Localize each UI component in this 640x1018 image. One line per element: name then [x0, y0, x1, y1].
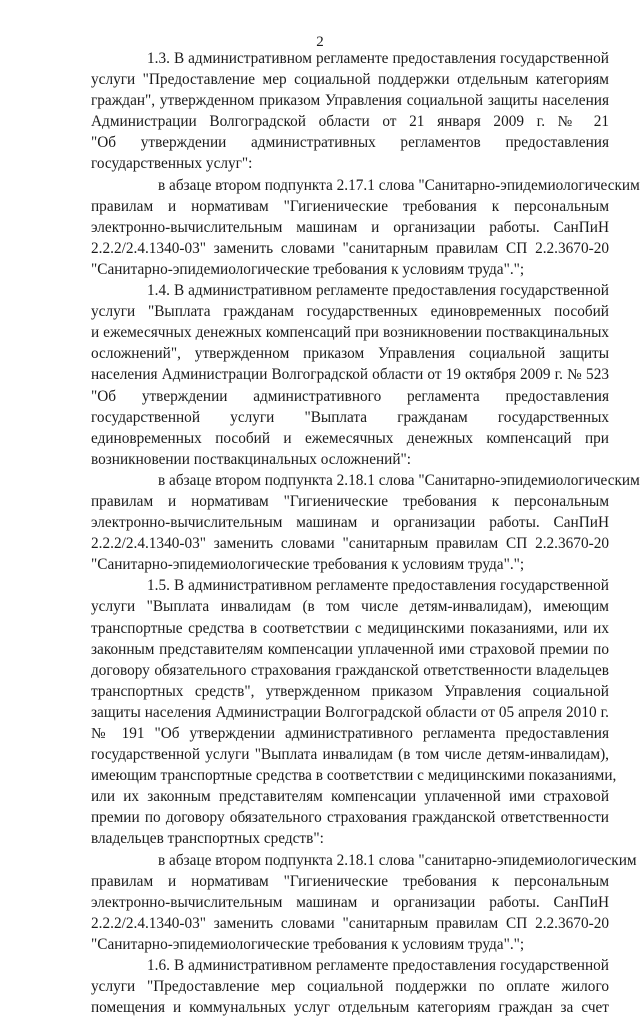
text-line: государственных услуг":: [91, 155, 253, 173]
text-line: правилам и нормативам "Гигиенические требования к персональным: [91, 872, 609, 890]
text-line: электронно-вычислительным машинам и организации работы. СанПиН: [91, 893, 609, 911]
text-line: государственной услуги "Выплата инвалидам (в том числе детям-инвалидам),: [91, 746, 609, 764]
text-line: в абзаце втором подпункта 2.18.1 слова "санитарно-эпидемиологическим: [158, 851, 637, 869]
text-line: правилам и нормативам "Гигиенические требования к персональным: [91, 492, 609, 510]
text-line: Администрации Волгоградской области от 21 января 2009 г. № 21: [91, 113, 609, 131]
text-line: транспортные средства в соответствии с медицинскими показаниями, или их: [91, 619, 609, 637]
text-line: услуги "Выплата инвалидам (в том числе детям-инвалидам), имеющим: [91, 598, 609, 616]
text-line: правилам и нормативам "Гигиенические требования к персональным: [91, 197, 609, 215]
page-number: 2: [316, 34, 324, 50]
text-line: "Об утверждении административных регламентов предоставления: [91, 134, 609, 152]
text-line: услуги "Предоставление мер социальной поддержки отдельным категориям: [91, 71, 609, 89]
text-line: 2.2.2/2.4.1340-03" заменить словами "санитарным правилам СП 2.2.3670-20: [91, 914, 609, 932]
text-line: единовременных пособий и ежемесячных денежных компенсаций при: [91, 429, 609, 447]
text-line: "Санитарно-эпидемиологические требования к условиям труда".";: [91, 935, 525, 953]
text-line: электронно-вычислительным машинам и организации работы. СанПиН: [91, 218, 609, 236]
text-line: осложнений", утвержденном приказом Управления социальной защиты: [91, 345, 609, 363]
text-line: 1.3. В административном регламенте предоставления государственной: [147, 50, 609, 67]
text-line: 2.2.2/2.4.1340-03" заменить словами "санитарным правилам СП 2.2.3670-20: [91, 535, 609, 553]
text-line: граждан", утвержденном приказом Управления социальной защиты населения: [91, 92, 609, 110]
text-line: в абзаце втором подпункта 2.18.1 слова "Санитарно-эпидемиологическим: [158, 471, 640, 489]
text-line: договору обязательного страхования гражданской ответственности владельцев: [91, 661, 609, 679]
text-line: 1.6. В административном регламенте предоставления государственной: [147, 957, 609, 975]
text-line: или их законным представителям компенсации уплаченной ими страховой: [91, 788, 609, 806]
text-line: помещения и коммунальных услуг отдельным категориям граждан за счет: [91, 999, 609, 1017]
text-line: возникновении поствакцинальных осложнений":: [91, 450, 412, 468]
text-line: "Санитарно-эпидемиологические требования к условиям труда".";: [91, 260, 525, 278]
text-line: транспортных средств", утвержденном приказом Управления социальной: [91, 682, 609, 700]
text-line: в абзаце втором подпункта 2.17.1 слова "Санитарно-эпидемиологическим: [158, 176, 640, 194]
document-body: [91, 48, 640, 1018]
text-line: владельцев транспортных средств":: [91, 830, 324, 848]
text-line: 1.4. В административном регламенте предоставления государственной: [147, 282, 609, 300]
text-line: "Об утверждении административного регламента предоставления: [91, 387, 609, 405]
text-line: услуги "Предоставление мер социальной поддержки по оплате жилого: [91, 978, 609, 996]
text-line: населения Администрации Волгоградской области от 19 октября 2009 г. № 523: [91, 366, 609, 384]
text-line: законным представителям компенсации уплаченной ими страховой премии по: [91, 640, 609, 658]
text-line: защиты населения Администрации Волгоградской области от 05 апреля 2010 г.: [91, 703, 609, 721]
text-line: "Санитарно-эпидемиологические требования к условиям труда".";: [91, 556, 525, 574]
text-line: услуги "Выплата гражданам государственных единовременных пособий: [91, 303, 609, 321]
text-line: 1.5. В административном регламенте предоставления государственной: [147, 577, 609, 595]
text-line: премии по договору обязательного страхования гражданской ответственности: [91, 809, 609, 827]
text-line: имеющим транспортные средства в соответствии с медицинскими показаниями,: [91, 767, 617, 785]
text-line: 2.2.2/2.4.1340-03" заменить словами "санитарным правилам СП 2.2.3670-20: [91, 239, 609, 257]
text-line: электронно-вычислительным машинам и организации работы. СанПиН: [91, 514, 609, 532]
text-line: и ежемесячных денежных компенсаций при возникновении поствакцинальных: [91, 324, 609, 342]
text-line: государственной услуги "Выплата гражданам государственных: [91, 408, 609, 426]
text-line: № 191 "Об утверждении административного регламента предоставления: [91, 725, 609, 742]
